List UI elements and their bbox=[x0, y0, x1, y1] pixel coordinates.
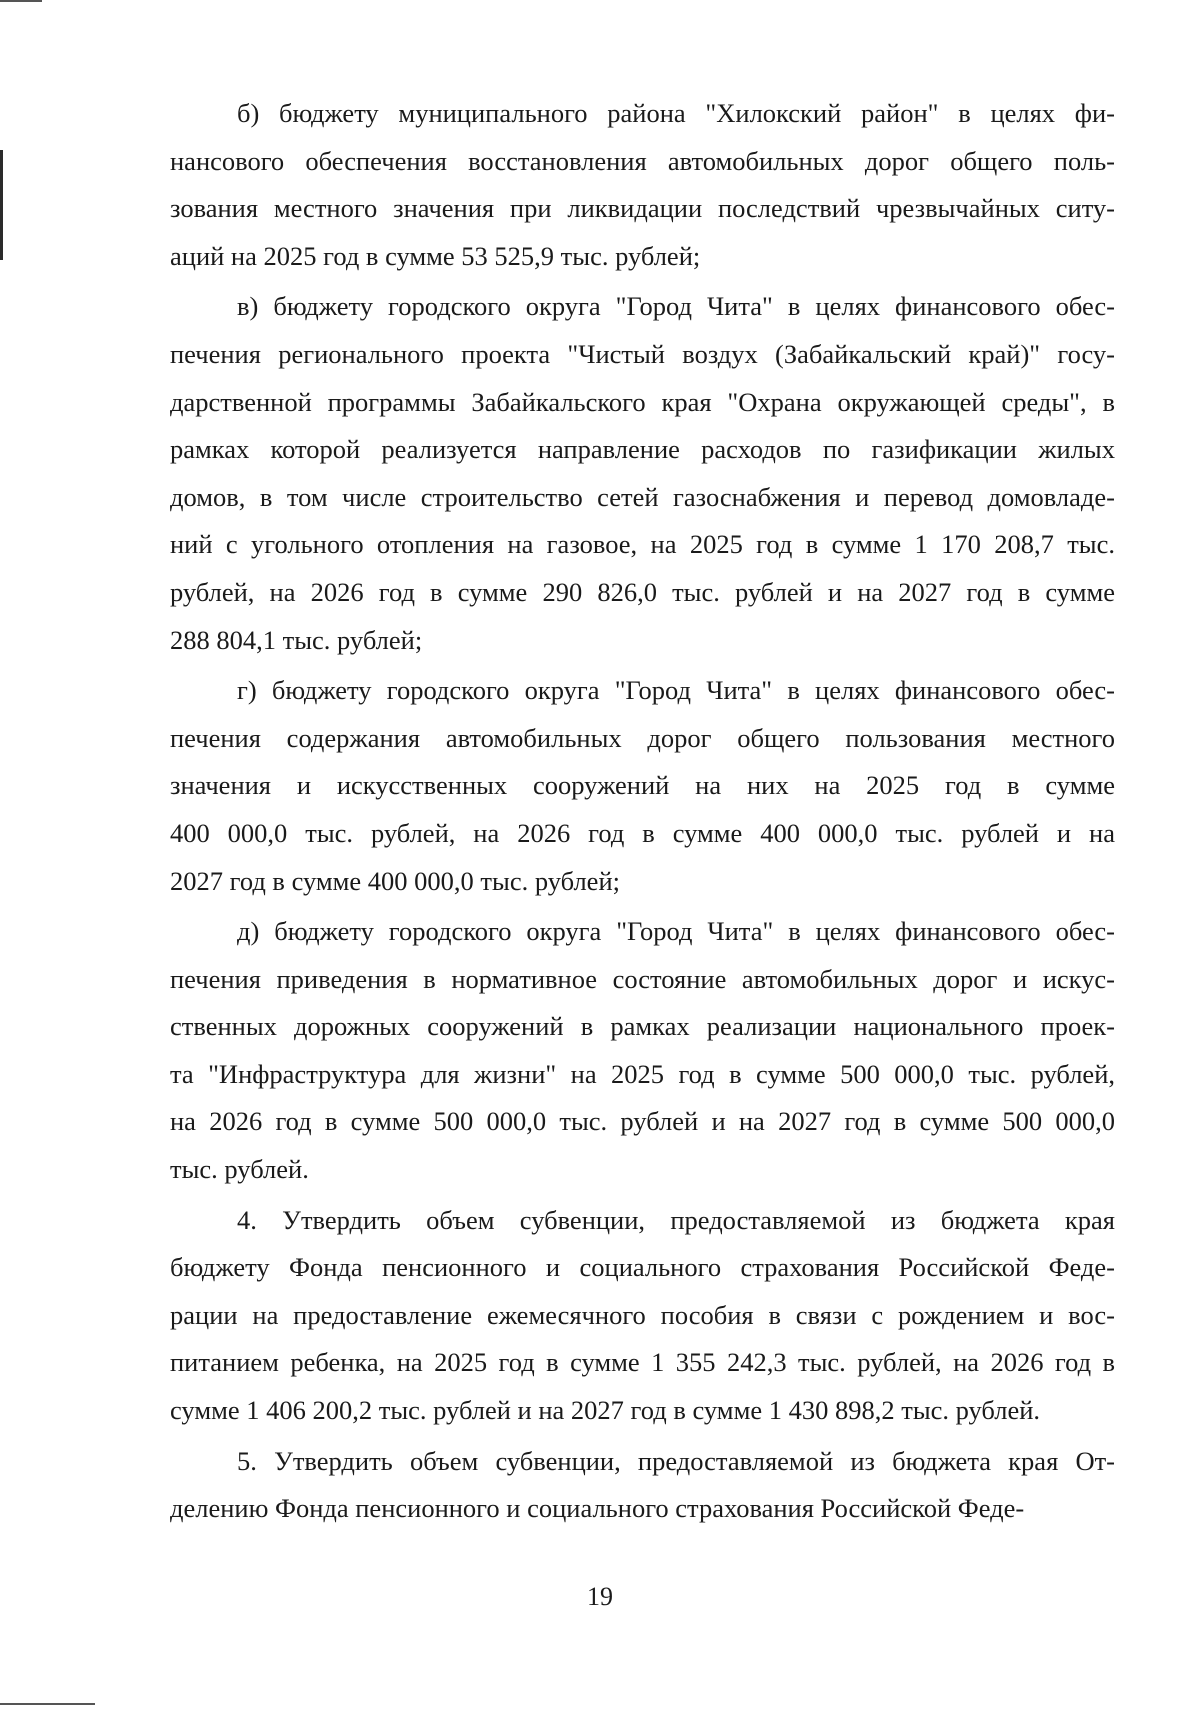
text-line: г) бюджету городского округа "Город Чита" в целях финансового обес- bbox=[237, 675, 1115, 706]
text-line: 2027 год в сумме 400 000,0 тыс. рублей; bbox=[170, 865, 620, 896]
text-line: д) бюджету городского округа "Город Чита" в целях финансового обес- bbox=[237, 916, 1115, 947]
text-line: печения приведения в нормативное состояние автомобильных дорог и искус- bbox=[170, 963, 1115, 994]
text-line: нансового обеспечения восстановления автомобильных дорог общего поль- bbox=[170, 145, 1115, 176]
text-line: 288 804,1 тыс. рублей; bbox=[170, 624, 423, 655]
text-line: 400 000,0 тыс. рублей, на 2026 год в сумме 400 000,0 тыс. рублей и на bbox=[170, 817, 1115, 848]
text-line: рации на предоставление ежемесячного пособия в связи с рождением и вос- bbox=[170, 1299, 1115, 1330]
text-line: печения регионального проекта "Чистый воздух (Забайкальский край)" госу- bbox=[170, 338, 1115, 369]
text-line: сумме 1 406 200,2 тыс. рублей и на 2027 год в сумме 1 430 898,2 тыс. рублей. bbox=[170, 1395, 1041, 1426]
document-page bbox=[170, 90, 1115, 1533]
text-line: аций на 2025 год в сумме 53 525,9 тыс. рублей; bbox=[170, 240, 701, 271]
text-line: на 2026 год в сумме 500 000,0 тыс. рублей и на 2027 год в сумме 500 000,0 bbox=[170, 1106, 1115, 1137]
paragraph-g bbox=[170, 667, 1115, 905]
text-line: значения и искусственных сооружений на них на 2025 год в сумме bbox=[170, 770, 1115, 801]
text-line: тыс. рублей. bbox=[170, 1154, 309, 1185]
page-number: 19 bbox=[587, 1582, 613, 1611]
text-line: делению Фонда пенсионного и социального страхования Российской Феде- bbox=[170, 1493, 1025, 1524]
text-line: ственных дорожных сооружений в рамках реализации национального проек- bbox=[170, 1011, 1115, 1042]
text-line: в) бюджету городского округа "Город Чита" в целях финансового обес- bbox=[237, 291, 1115, 322]
text-line: зования местного значения при ликвидации последствий чрезвычайных ситу- bbox=[170, 193, 1115, 224]
paragraph-4 bbox=[170, 1197, 1115, 1435]
text-line: рублей, на 2026 год в сумме 290 826,0 тыс. рублей и на 2027 год в сумме bbox=[170, 576, 1115, 607]
text-line: дарственной программы Забайкальского края "Охрана окружающей среды", в bbox=[170, 386, 1115, 417]
text-line: домов, в том числе строительство сетей газоснабжения и перевод домовладе- bbox=[170, 481, 1115, 512]
paragraph-5 bbox=[170, 1438, 1115, 1533]
text-line: б) бюджету муниципального района "Хилокский район" в целях фи- bbox=[237, 98, 1115, 128]
text-line: бюджету Фонда пенсионного и социального страхования Российской Феде- bbox=[170, 1252, 1115, 1283]
text-line: 5. Утвердить объем субвенции, предоставляемой из бюджета края От- bbox=[237, 1445, 1115, 1476]
text-line: рамках которой реализуется направление расходов по газификации жилых bbox=[170, 434, 1115, 465]
text-line: питанием ребенка, на 2025 год в сумме 1 355 242,3 тыс. рублей, на 2026 год в bbox=[170, 1347, 1115, 1378]
paragraph-b bbox=[170, 90, 1115, 280]
text-line: ний с угольного отопления на газовое, на 2025 год в сумме 1 170 208,7 тыс. bbox=[170, 529, 1115, 560]
paragraph-v bbox=[170, 283, 1115, 664]
text-line: 4. Утвердить объем субвенции, предоставляемой из бюджета края bbox=[237, 1204, 1115, 1235]
paragraph-d bbox=[170, 908, 1115, 1194]
text-line: та "Инфраструктура для жизни" на 2025 год в сумме 500 000,0 тыс. рублей, bbox=[170, 1058, 1115, 1089]
scan-left-edge-mark bbox=[0, 150, 3, 260]
text-line: печения содержания автомобильных дорог общего пользования местного bbox=[170, 722, 1115, 753]
scan-bottom-rule bbox=[0, 1703, 95, 1705]
scan-top-rule bbox=[0, 0, 42, 2]
